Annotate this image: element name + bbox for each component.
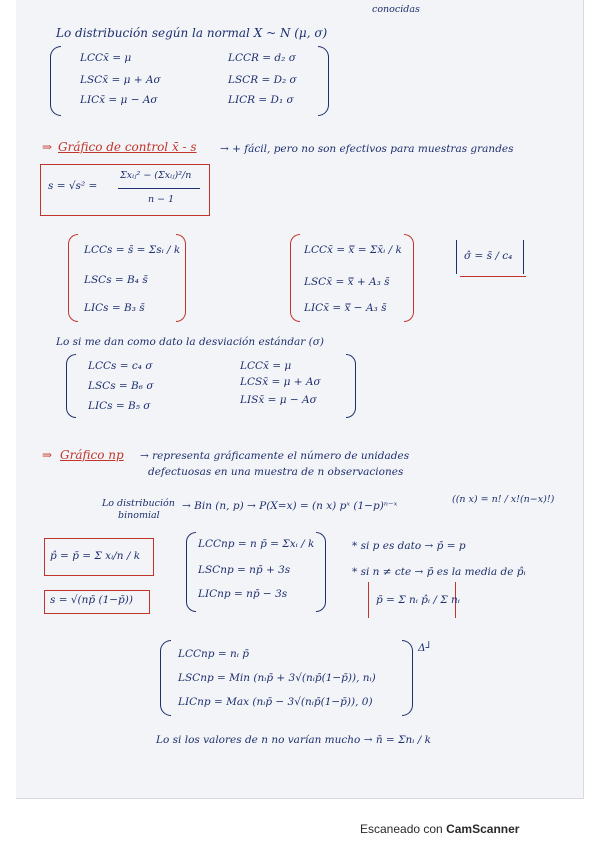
brace-right [404,234,414,322]
formula-line: LSCnp = Min (nᵢp̄ + 3√(nᵢp̄(1−p̄)), nᵢ) [178,672,376,684]
formula-line: LICnp = np̄ − 3s [198,588,288,600]
brace-right [346,354,356,418]
formula-line: LCCx̄ = μ [240,360,292,372]
formula-line: LICx̄ = x̿ − A₃ s̄ [304,302,387,314]
binomial-label: binomial [118,510,160,521]
np-description-1: → representa gráficamente el número de unidades [140,450,410,462]
brace-right [402,640,413,716]
formula-line: LICR = D₁ σ [228,94,294,106]
formula-line: LSCs = B₆ σ [88,380,154,392]
formula-line: LSCx̄ = μ + Aσ [80,74,161,86]
fraction-bar [118,188,200,189]
formula-line: LISx̄ = μ − Aσ [240,394,317,406]
scanner-footer [360,822,519,836]
formula-line: LCCs = c₄ σ [88,360,153,372]
formula-line: LSCnp = np̄ + 3s [198,564,291,576]
formula-line: LCCs = s̄ = Σsᵢ / k [84,244,181,256]
brace-left [50,46,61,116]
brace-left [66,354,76,418]
arrow-bullet: ⇒ [42,448,53,462]
np-description-2: defectuosas en una muestra de n observaciones [148,466,404,478]
s-formula-denominator: n − 1 [148,194,175,205]
note-n-not-constant: * si n ≠ cte → p̄ es la media de p̂ᵢ [352,566,526,578]
footer-prefix: Escaneado con [360,822,443,836]
annotation-known: conocidas [372,4,420,15]
normal-distribution-line: Lo distribución según la normal X ~ N (μ, σ) [56,26,328,40]
formula-line: LICs = B₃ s̄ [84,302,145,314]
known-sigma-intro: Lo si me dan como dato la desviación estándar (σ) [56,336,325,348]
n-bar-note: Lo si los valores de n no varían mucho → n̄ = Σnᵢ / k [156,734,431,746]
p-hat-formula: p̂ = p̄ = Σ xᵢ/n / k [50,550,141,562]
formula-line: LCCR = d₂ σ [228,52,296,64]
formula-line: LCCx̄ = x̿ = Σx̄ᵢ / k [304,244,402,256]
binomial-label: Lo distribución [102,498,175,509]
formula-line: LSCs = B₄ s̄ [84,274,148,286]
brace-left [160,640,171,716]
binomial-formula: → Bin (n, p) → P(X=x) = (n x) pˣ (1−p)ⁿ⁻ˣ [182,500,398,512]
formula-line: LICs = B₅ σ [88,400,151,412]
formula-line: LSCR = D₂ σ [228,74,297,86]
formula-line: LICnp = Max (nᵢp̄ − 3√(nᵢp̄(1−p̄)), 0) [178,696,373,708]
s-formula-lhs: s = √s² = [48,180,98,192]
delta-mark: Δ┘ [418,642,432,654]
underline [460,276,526,277]
formula-line: LCCx̄ = μ [80,52,132,64]
formula-line: LSCx̄ = x̿ + A₃ s̄ [304,276,390,288]
s-formula-numerator: Σxᵢⱼ² − (Σxᵢⱼ)²/n [120,170,192,181]
section-title-np: Gráfico np [60,448,124,462]
pbar-formula: p̄ = Σ nᵢ p̂ᵢ / Σ nᵢ [376,594,460,606]
formula-line: LICx̄ = μ − Aσ [80,94,158,106]
brace-left [186,532,196,612]
combination-formula: ((n x) = n! / x!(n−x)!) [452,494,555,505]
brace-right [316,532,326,612]
s-np-formula: s = √(np̄ (1−p̄)) [50,594,133,606]
section-note: → + fácil, pero no son efectivos para muestras grandes [220,143,514,155]
brace-left [68,234,78,322]
section-title-xs: Gráfico de control x̄ - s [58,140,197,154]
formula-line: LCSx̄ = μ + Aσ [240,376,321,388]
brace-right [318,46,329,116]
footer-brand: CamScanner [446,822,520,836]
sigma-estimate: σ̂ = s̄ / c₄ [464,250,513,262]
formula-line: LCCnp = nᵢ p̄ [178,648,249,660]
note-p-known: * si p es dato → p̄ = p [352,540,466,552]
brace-left [290,234,300,322]
formula-line: LCCnp = n p̄ = Σxᵢ / k [198,538,315,550]
arrow-bullet: ⇒ [42,140,53,154]
